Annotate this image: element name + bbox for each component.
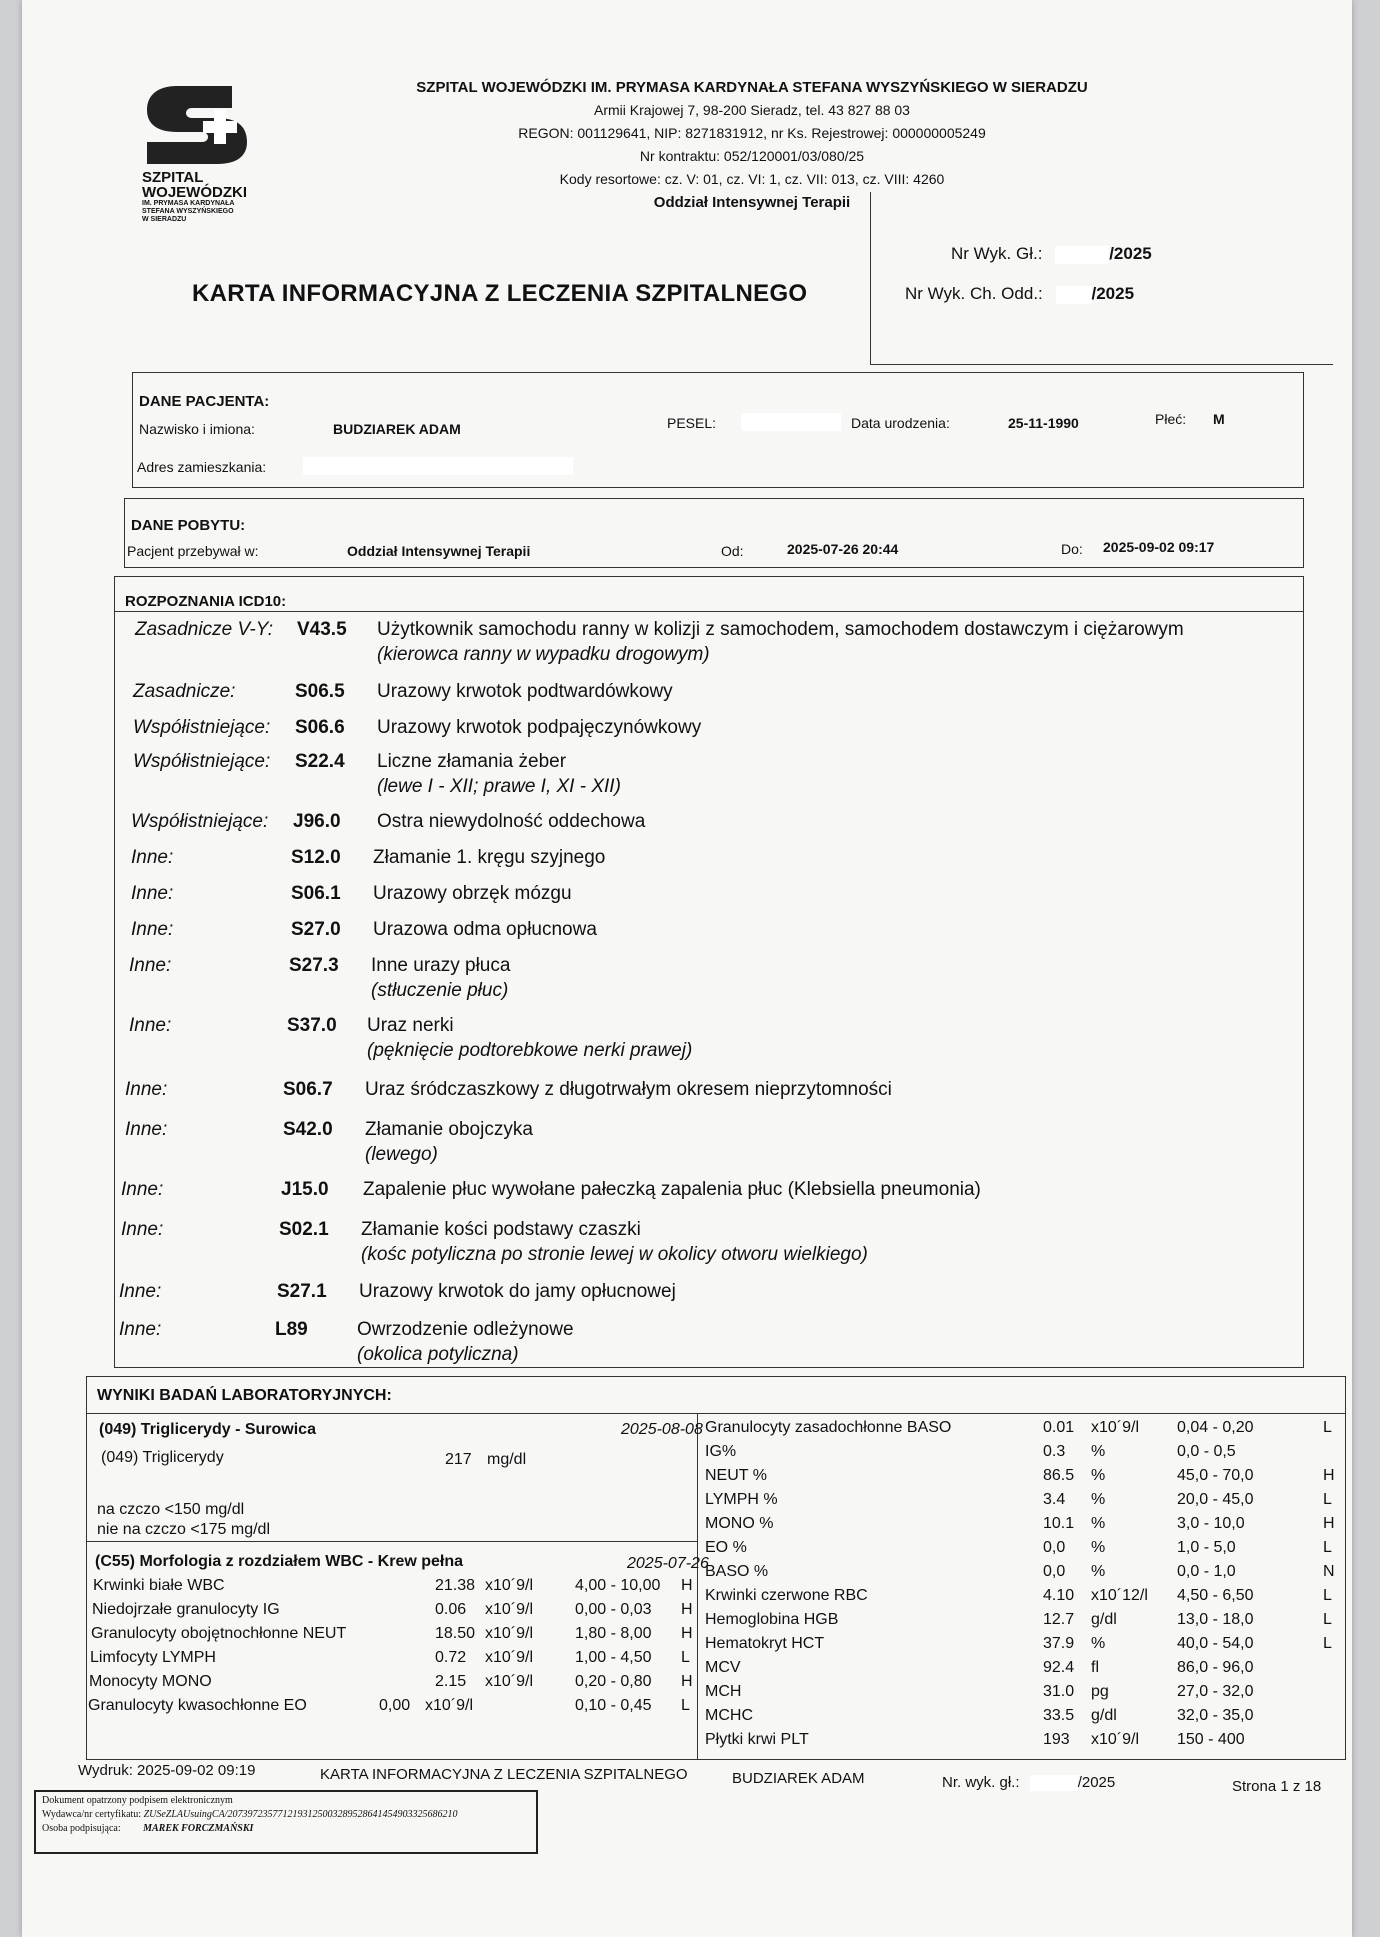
diagnosis-text: Złamanie 1. kręgu szyjnego	[373, 847, 606, 868]
diagnosis-description	[377, 617, 1295, 667]
diagnoses-section	[114, 576, 1304, 1368]
diagnosis-subtext: (stłuczenie płuc)	[371, 980, 509, 1001]
logo-small-2: STEFANA WYSZYŃSKIEGO	[142, 208, 234, 215]
logo-small-1: IM. PRYMASA KARDYNAŁA	[142, 200, 235, 207]
logo-small-3: W SIERADZU	[142, 216, 187, 223]
patient-section-title: DANE PACJENTA:	[139, 393, 270, 410]
lab-name: Granulocyty obojętnochłonne NEUT	[91, 1625, 347, 1642]
sex-value: M	[1213, 411, 1225, 427]
trig-name: (049) Triglicerydy	[101, 1449, 224, 1466]
lab-range: 1,80 - 8,00	[575, 1625, 652, 1642]
lab-value: 0.3	[1043, 1443, 1066, 1460]
diagnosis-subtext: (okolica potyliczna)	[357, 1344, 519, 1365]
lab-unit: x10´9/l	[425, 1697, 474, 1714]
diagnosis-description	[377, 679, 1295, 704]
diagnosis-category: Inne:	[125, 1079, 168, 1100]
lab-flag: H	[681, 1601, 693, 1618]
document-page	[22, 0, 1352, 1937]
lab-unit: g/dl	[1091, 1707, 1117, 1724]
document-title: KARTA INFORMACYJNA Z LECZENIA SZPITALNEGO	[192, 280, 808, 307]
diagnosis-category: Inne:	[131, 883, 174, 904]
lab-flag: L	[1323, 1491, 1332, 1508]
diagnosis-text: Urazowy krwotok do jamy opłucnowej	[359, 1281, 676, 1302]
diagnosis-code: S12.0	[291, 847, 341, 868]
diagnosis-subtext: (lewe I - XII; prawe I, XI - XII)	[377, 776, 621, 797]
lab-unit: %	[1091, 1539, 1106, 1556]
lab-flag: N	[1323, 1563, 1335, 1580]
lab-value: 21.38	[435, 1577, 476, 1594]
lab-name: NEUT %	[705, 1467, 767, 1484]
diagnosis-subtext: (kośc potyliczna po stronie lewej w okolicy otworu wielkiego)	[361, 1244, 868, 1265]
diagnosis-code: S06.6	[295, 717, 345, 738]
diagnosis-text: Ostra niewydolność oddechowa	[377, 811, 646, 832]
diagnosis-category: Inne:	[121, 1179, 164, 1200]
diagnosis-description	[371, 953, 1295, 1003]
lab-value: 0.01	[1043, 1419, 1075, 1436]
stay-section-title: DANE POBYTU:	[131, 517, 246, 534]
from-label: Od:	[721, 543, 744, 559]
diagnosis-description	[365, 1077, 1295, 1102]
lab-flag: L	[1323, 1539, 1332, 1556]
pesel-label: PESEL:	[667, 415, 717, 431]
diagnosis-category: Inne:	[119, 1319, 162, 1340]
lab-range: 1,0 - 5,0	[1177, 1539, 1236, 1556]
lab-name: Krwinki czerwone RBC	[705, 1587, 868, 1604]
footer-nr-label: Nr. wyk. gł.:	[942, 1774, 1020, 1791]
diagnosis-text: Inne urazy płuca	[371, 955, 511, 976]
trig-note-nonfasting: nie na czczo <175 mg/dl	[97, 1521, 270, 1538]
diagnosis-code: S27.3	[289, 955, 339, 976]
lab-value: 0.06	[435, 1601, 467, 1618]
lab-unit: %	[1091, 1563, 1106, 1580]
logo-text-szpital: SZPITAL	[142, 169, 204, 186]
lab-unit: x10´12/l	[1091, 1587, 1148, 1604]
trig-unit: mg/dl	[487, 1451, 527, 1468]
lab-value: 92.4	[1043, 1659, 1075, 1676]
lab-value: 10.1	[1043, 1515, 1075, 1532]
lab-range: 1,00 - 4,50	[575, 1649, 652, 1666]
lab-flag: L	[681, 1649, 690, 1666]
lab-value: 31.0	[1043, 1683, 1075, 1700]
patient-name-label: Nazwisko i imiona:	[139, 421, 255, 437]
lab-flag: H	[681, 1577, 693, 1594]
diagnosis-code: L89	[275, 1319, 308, 1340]
lab-range: 40,0 - 54,0	[1177, 1635, 1254, 1652]
lab-value: 0,0	[1043, 1563, 1066, 1580]
signature-issuer-label: Wydawca/nr certyfikatu:	[42, 1809, 142, 1820]
footer-nr-suffix: /2025	[1077, 1774, 1116, 1791]
diagnosis-text: Urazowy krwotok podpajęczynówkowy	[377, 717, 702, 738]
diagnosis-category: Inne:	[125, 1119, 168, 1140]
lab-value: 12.7	[1043, 1611, 1075, 1628]
lab-unit: %	[1091, 1635, 1106, 1652]
hospital-department: Oddział Intensywnej Terapii	[653, 194, 851, 211]
lab-flag: H	[681, 1625, 693, 1642]
hospital-logo-mark	[142, 82, 262, 164]
trig-title: (049) Triglicerydy - Surowica	[99, 1421, 316, 1438]
diagnosis-category: Inne:	[131, 847, 174, 868]
redaction-box	[741, 413, 841, 431]
lab-flag: L	[1323, 1419, 1332, 1436]
diagnosis-description	[361, 1217, 1295, 1267]
hospital-name: SZPITAL WOJEWÓDZKI IM. PRYMASA KARDYNAŁA STEFANA WYSZYŃSKIEGO W SIERADZU	[416, 79, 1088, 96]
diagnosis-description	[357, 1317, 1295, 1367]
lab-unit: x10´9/l	[1091, 1731, 1140, 1748]
redaction-box	[1056, 286, 1092, 304]
signature-signer-label: Osoba podpisująca:	[42, 1823, 121, 1834]
lab-name: Granulocyty kwasochłonne EO	[88, 1697, 307, 1714]
nr-wyk-gl-suffix: /2025	[1109, 244, 1152, 263]
lab-header	[87, 1377, 1345, 1414]
lab-name: Krwinki białe WBC	[93, 1577, 225, 1594]
lab-unit: x10´9/l	[485, 1577, 534, 1594]
morph-title: (C55) Morfologia z rozdziałem WBC - Krew pełna	[95, 1553, 464, 1570]
lab-value: 18.50	[435, 1625, 476, 1642]
lab-divider-horizontal	[87, 1541, 697, 1542]
lab-range: 32,0 - 35,0	[1177, 1707, 1254, 1724]
lab-range: 3,0 - 10,0	[1177, 1515, 1245, 1532]
lab-value: 37.9	[1043, 1635, 1075, 1652]
signature-signer-row	[42, 1822, 530, 1836]
logo-text-wojewodzki: WOJEWÓDZKI	[142, 184, 247, 201]
lab-flag: L	[1323, 1587, 1332, 1604]
diagnosis-description	[373, 881, 1295, 906]
footer-page: Strona 1 z 18	[1232, 1778, 1322, 1795]
lab-name: Granulocyty zasadochłonne BASO	[705, 1419, 952, 1436]
diagnosis-text: Urazowa odma opłucnowa	[373, 919, 597, 940]
to-label: Do:	[1061, 541, 1083, 557]
diagnosis-code: S27.0	[291, 919, 341, 940]
address-label: Adres zamieszkania:	[137, 459, 267, 475]
diagnosis-description	[367, 1013, 1295, 1063]
diagnosis-text: Urazowy obrzęk mózgu	[373, 883, 572, 904]
ward-value: Oddział Intensywnej Terapii	[347, 543, 531, 559]
lab-unit: x10´9/l	[485, 1673, 534, 1690]
footer-patient: BUDZIAREK ADAM	[732, 1770, 865, 1787]
lab-name: Hemoglobina HGB	[705, 1611, 839, 1628]
diagnosis-text: Uraz nerki	[367, 1015, 454, 1036]
diagnosis-text: Użytkownik samochodu ranny w kolizji z samochodem, samochodem dostawczym i ciężarowym	[377, 619, 1184, 640]
lab-unit: %	[1091, 1491, 1106, 1508]
lab-unit: fl	[1091, 1659, 1099, 1676]
diagnosis-text: Uraz śródczaszkowy z długotrwałym okresem nieprzytomności	[365, 1079, 892, 1100]
trig-date: 2025-08-08	[621, 1421, 703, 1438]
ward-label: Pacjent przebywał w:	[127, 543, 259, 559]
lab-unit: %	[1091, 1443, 1106, 1460]
diagnosis-description	[373, 917, 1295, 942]
diagnosis-code: S02.1	[279, 1219, 329, 1240]
signature-signer: MAREK FORCZMAŃSKI	[143, 1823, 254, 1834]
lab-range: 86,0 - 96,0	[1177, 1659, 1254, 1676]
nr-wyk-ch-label: Nr Wyk. Ch. Odd.:	[905, 284, 1043, 303]
hospital-codes: Kody resortowe: cz. V: 01, cz. VI: 1, cz. VII: 013, cz. VIII: 4260	[559, 171, 945, 187]
lab-range: 0,20 - 0,80	[575, 1673, 652, 1690]
diagnosis-category: Współistniejące:	[133, 751, 271, 772]
lab-flag: L	[681, 1697, 690, 1714]
lab-unit: %	[1091, 1467, 1106, 1484]
lab-name: MCH	[705, 1683, 742, 1700]
lab-value: 4.10	[1043, 1587, 1075, 1604]
lab-section-title: WYNIKI BADAŃ LABORATORYJNYCH:	[97, 1387, 392, 1404]
diagnosis-category: Inne:	[131, 919, 174, 940]
diagnosis-category: Zasadnicze V-Y:	[135, 619, 273, 640]
lab-name: IG%	[705, 1443, 737, 1460]
trig-note-fasting: na czczo <150 mg/dl	[97, 1501, 245, 1518]
redaction-box	[303, 457, 573, 475]
diagnosis-text: Liczne złamania żeber	[377, 751, 567, 772]
diagnosis-code: V43.5	[297, 619, 347, 640]
diagnoses-header	[115, 577, 1303, 612]
signature-issuer-row	[42, 1808, 530, 1822]
lab-value: 0,00	[379, 1697, 411, 1714]
lab-range: 0,04 - 0,20	[1177, 1419, 1254, 1436]
lab-range: 27,0 - 32,0	[1177, 1683, 1254, 1700]
nr-wyk-gl	[951, 244, 1152, 264]
footer-title: KARTA INFORMACYJNA Z LECZENIA SZPITALNEGO	[320, 1766, 688, 1783]
lab-value: 86.5	[1043, 1467, 1075, 1484]
document-number-box	[870, 192, 1333, 365]
from-value: 2025-07-26 20:44	[787, 541, 899, 557]
nr-wyk-gl-label: Nr Wyk. Gł.:	[951, 244, 1043, 263]
diagnosis-description	[373, 845, 1295, 870]
lab-unit: x10´9/l	[1091, 1419, 1140, 1436]
nr-wyk-ch-suffix: /2025	[1091, 284, 1135, 303]
lab-flag: H	[1323, 1515, 1335, 1532]
lab-value: 0,0	[1043, 1539, 1066, 1556]
diagnosis-code: S06.7	[283, 1079, 333, 1100]
sex-label: Płeć:	[1155, 411, 1187, 427]
diagnosis-description	[365, 1117, 1295, 1167]
diagnosis-subtext: (lewego)	[365, 1144, 438, 1165]
lab-flag: L	[1323, 1635, 1332, 1652]
lab-flag: H	[1323, 1467, 1335, 1484]
lab-name: Limfocyty LYMPH	[90, 1649, 216, 1666]
lab-name: Hematokryt HCT	[705, 1635, 825, 1652]
trig-value: 217	[445, 1451, 472, 1468]
lab-name: EO %	[705, 1539, 747, 1556]
diagnosis-code: S06.1	[291, 883, 341, 904]
lab-name: Monocyty MONO	[89, 1673, 212, 1690]
lab-range: 13,0 - 18,0	[1177, 1611, 1254, 1628]
footer-printed: Wydruk: 2025-09-02 09:19	[78, 1762, 256, 1779]
diagnosis-text: Złamanie obojczyka	[365, 1119, 533, 1140]
lab-name: BASO %	[705, 1563, 769, 1580]
signature-issuer: ZUSeZLAUsuingCA/2073972357712193125003289528641454903325686210	[143, 1809, 458, 1820]
diagnosis-subtext: (pęknięcie podtorebkowe nerki prawej)	[367, 1040, 693, 1061]
lab-name: Płytki krwi PLT	[705, 1731, 809, 1748]
lab-unit: x10´9/l	[485, 1625, 534, 1642]
lab-range: 150 - 400	[1177, 1731, 1245, 1748]
to-value: 2025-09-02 09:17	[1103, 539, 1215, 555]
lab-value: 3.4	[1043, 1491, 1066, 1508]
lab-range: 20,0 - 45,0	[1177, 1491, 1254, 1508]
diagnosis-category: Inne:	[119, 1281, 162, 1302]
lab-range: 45,0 - 70,0	[1177, 1467, 1254, 1484]
lab-name: MCV	[705, 1659, 741, 1676]
diagnosis-code: S06.5	[295, 681, 345, 702]
diagnosis-description	[377, 809, 1295, 834]
diagnosis-description	[363, 1177, 1295, 1202]
lab-name: Niedojrzałe granulocyty IG	[92, 1601, 280, 1618]
diagnoses-section-title: ROZPOZNANIA ICD10:	[125, 593, 287, 610]
diagnosis-code: S37.0	[287, 1015, 337, 1036]
lab-value: 33.5	[1043, 1707, 1075, 1724]
electronic-signature-stamp	[34, 1790, 538, 1854]
diagnosis-description	[359, 1279, 1295, 1304]
lab-unit: %	[1091, 1515, 1106, 1532]
hospital-contract: Nr kontraktu: 052/120001/03/080/25	[639, 148, 865, 164]
diagnosis-category: Współistniejące:	[131, 811, 269, 832]
diagnosis-text: Urazowy krwotok podtwardówkowy	[377, 681, 673, 702]
redaction-box	[1055, 246, 1109, 264]
lab-name: MONO %	[705, 1515, 774, 1532]
lab-name: MCHC	[705, 1707, 753, 1724]
diagnosis-text: Zapalenie płuc wywołane pałeczką zapalenia płuc (Klebsiella pneumonia)	[363, 1179, 981, 1200]
lab-name: LYMPH %	[705, 1491, 778, 1508]
dob-value: 25-11-1990	[1008, 415, 1079, 431]
lab-flag: L	[1323, 1611, 1332, 1628]
lab-value: 193	[1043, 1731, 1070, 1748]
lab-range: 0,10 - 0,45	[575, 1697, 652, 1714]
dob-label: Data urodzenia:	[851, 415, 950, 431]
signature-line1: Dokument opatrzony podpisem elektronicznym	[42, 1795, 233, 1806]
diagnosis-code: S22.4	[295, 751, 345, 772]
diagnosis-category: Inne:	[129, 955, 172, 976]
lab-divider	[697, 1413, 698, 1759]
lab-unit: x10´9/l	[485, 1649, 534, 1666]
diagnosis-text: Owrzodzenie odleżynowe	[357, 1319, 574, 1340]
lab-value: 0.72	[435, 1649, 467, 1666]
redaction-box	[1030, 1775, 1078, 1791]
diagnosis-code: J96.0	[293, 811, 341, 832]
patient-section	[132, 372, 1304, 488]
patient-name: BUDZIAREK ADAM	[333, 421, 461, 437]
footer-nr	[942, 1774, 1115, 1791]
diagnosis-category: Zasadnicze:	[133, 681, 236, 702]
morph-date: 2025-07-26	[627, 1555, 709, 1572]
lab-value: 2.15	[435, 1673, 467, 1690]
hospital-logo	[142, 82, 282, 224]
lab-range: 4,50 - 6,50	[1177, 1587, 1254, 1604]
diagnosis-category: Inne:	[129, 1015, 172, 1036]
diagnosis-text: Złamanie kości podstawy czaszki	[361, 1219, 641, 1240]
diagnosis-subtext: (kierowca ranny w wypadku drogowym)	[377, 644, 710, 665]
nr-wyk-ch-odd	[905, 284, 1134, 304]
lab-range: 0,00 - 0,03	[575, 1601, 652, 1618]
stay-section	[124, 498, 1304, 568]
hospital-regon: REGON: 001129641, NIP: 8271831912, nr Ks. Rejestrowej: 000000005249	[518, 125, 986, 141]
diagnosis-code: S42.0	[283, 1119, 333, 1140]
lab-unit: x10´9/l	[485, 1601, 534, 1618]
diagnosis-description	[377, 715, 1295, 740]
lab-unit: g/dl	[1091, 1611, 1117, 1628]
diagnosis-category: Inne:	[121, 1219, 164, 1240]
diagnosis-category: Współistniejące:	[133, 717, 271, 738]
lab-section	[86, 1376, 1346, 1760]
diagnosis-description	[377, 749, 1295, 799]
lab-range: 0,0 - 1,0	[1177, 1563, 1236, 1580]
lab-flag: H	[681, 1673, 693, 1690]
lab-unit: pg	[1091, 1683, 1109, 1700]
lab-range: 0,0 - 0,5	[1177, 1443, 1236, 1460]
diagnosis-code: J15.0	[281, 1179, 329, 1200]
diagnosis-code: S27.1	[277, 1281, 327, 1302]
hospital-address: Armii Krajowej 7, 98-200 Sieradz, tel. 43 827 88 03	[594, 102, 910, 118]
lab-range: 4,00 - 10,00	[575, 1577, 661, 1594]
